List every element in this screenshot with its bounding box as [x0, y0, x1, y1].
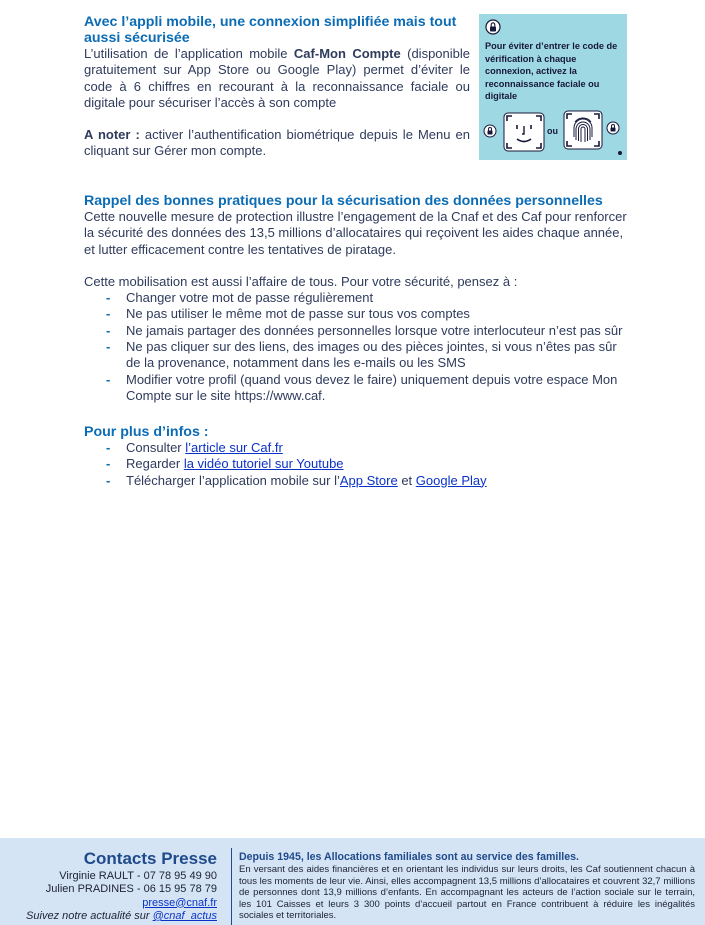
list-item-text: Ne jamais partager des données personnelles lorsque votre interlocuteur n’est pas sûr [126, 322, 623, 338]
face-id-icon [503, 112, 545, 152]
list-item [84, 456, 631, 472]
list-item-text: Ne pas utiliser le même mot de passe sur tous vos comptes [126, 306, 470, 322]
dash-icon: - [106, 456, 111, 472]
twitter-link[interactable]: @cnaf_actus [152, 909, 217, 922]
footer-divider [231, 848, 232, 925]
practices-list [84, 290, 631, 404]
section1-note [84, 127, 470, 160]
list-item [84, 323, 631, 339]
dash-icon: - [106, 472, 111, 488]
section-good-practices [84, 193, 631, 404]
dash-icon: - [106, 322, 111, 338]
follow-label: Suivez notre actualité sur [26, 909, 150, 922]
section2-heading: Rappel des bonnes pratiques pour la sécurisation des données personnelles [84, 193, 603, 209]
list-item-text: Changer votre mot de passe régulièrement [126, 290, 374, 306]
list-item-text: et [397, 472, 416, 488]
section1-p1-start: L’utilisation de l’application mobile [84, 46, 294, 61]
note-label: A noter : [84, 127, 140, 143]
section3-heading: Pour plus d’infos : [84, 424, 209, 440]
article-link[interactable]: l’article sur Caf.fr [185, 440, 283, 455]
section-more-info [84, 424, 631, 489]
padlock-icon [485, 19, 501, 35]
press-email-link[interactable]: presse@cnaf.fr [142, 896, 217, 909]
section1-p1-end: (disponible gratuitement sur App Store ou Google Play) permet d’éviter le code à 6 chiffres en recourant à la reconnaissance faciale ou digitale pour sécuriser l’accès à son compte [84, 46, 470, 110]
list-item-text: Modifier votre profil (quand vous devez le faire) uniquement depuis votre espace Mon Compte sur le site https://www.caf. [126, 371, 618, 403]
section2-intro: Cette mobilisation est aussi l’affaire de tous. Pour votre sécurité, pensez à : [84, 273, 518, 289]
list-item-text: Consulter [126, 440, 186, 455]
caf-presentation [239, 851, 695, 922]
dash-icon: - [106, 290, 111, 306]
padlock-icon [606, 121, 620, 135]
contact-line: Julien PRADINES - 06 15 95 78 79 [45, 883, 217, 896]
video-tutorial-link[interactable]: la vidéo tutoriel sur Youtube [183, 456, 344, 472]
list-item [84, 290, 631, 306]
section1-heading: Avec l’appli mobile, une connexion simplifiée mais tout aussi sécurisée [84, 14, 457, 46]
press-contacts [0, 848, 217, 923]
links-list [84, 440, 631, 489]
list-item [84, 440, 631, 456]
list-item [84, 306, 631, 322]
contact-line: Virginie RAULT - 07 78 95 49 90 [59, 870, 217, 882]
padlock-icon [483, 124, 497, 138]
list-item-text: Regarder [126, 456, 184, 472]
list-item-text: Télécharger l’application mobile sur l’ [126, 472, 340, 488]
dash-icon: - [106, 371, 111, 387]
list-item [84, 372, 631, 405]
dash-icon: - [106, 440, 111, 455]
fingerprint-icon [563, 110, 603, 150]
dash-icon: - [106, 306, 111, 322]
list-item-text: Ne pas cliquer sur des liens, des images ou des pièces jointes, si vous n’êtes pas sûr de la provenance, notamment dans les e-mails ou les SMS [126, 339, 617, 371]
section-biometric [84, 14, 470, 160]
app-name: Caf-Mon Compte [293, 46, 401, 61]
section1-paragraph [84, 46, 470, 111]
list-item [84, 473, 631, 489]
caf-presentation-title: Depuis 1945, les Allocations familiales sont au service des familles. [239, 851, 579, 863]
section2-paragraph: Cette nouvelle mesure de protection illustre l’engagement de la Cnaf et des Caf pour renforcer la sécurité des données des 13,5 millions d’allocataires qui reçoivent les aides chaque année, et lutter efficacement contre les tentatives de piratage. [84, 209, 627, 257]
press-contacts-title: Contacts Presse [83, 849, 217, 868]
follow-line [0, 910, 217, 923]
press-footer [0, 838, 705, 925]
dash-icon: - [106, 339, 111, 355]
list-item [84, 339, 631, 372]
or-label: ou [547, 126, 558, 136]
app-store-link[interactable]: App Store [339, 472, 398, 488]
caf-presentation-body: En versant des aides financières et en orientant les individus sur leurs droits, les Caf soutiennent chacun à tous les moments de leur vie. Ainsi, elles accompagnent 13,5 millions d’allocataires et couvrent 32,7 millions de personnes dont 13,9 millions d’enfants. En accompagnant les acteurs de l’action sociale sur le terrain, les 101 Caisses et leurs 3 300 points d’accueil partout en France contribuent à réduire les inégalités sociales et territoriales. [239, 864, 695, 921]
biometric-illustration [479, 14, 627, 160]
illustration-text: Pour éviter d’entrer le code de vérification à chaque connexion, activez la reconnaissance faciale ou digitale [485, 41, 618, 102]
google-play-link[interactable]: Google Play [415, 472, 487, 488]
note-text: activer l’authentification biométrique depuis le Menu en cliquant sur Gérer mon compte. [84, 127, 470, 159]
dot-icon [617, 150, 623, 156]
